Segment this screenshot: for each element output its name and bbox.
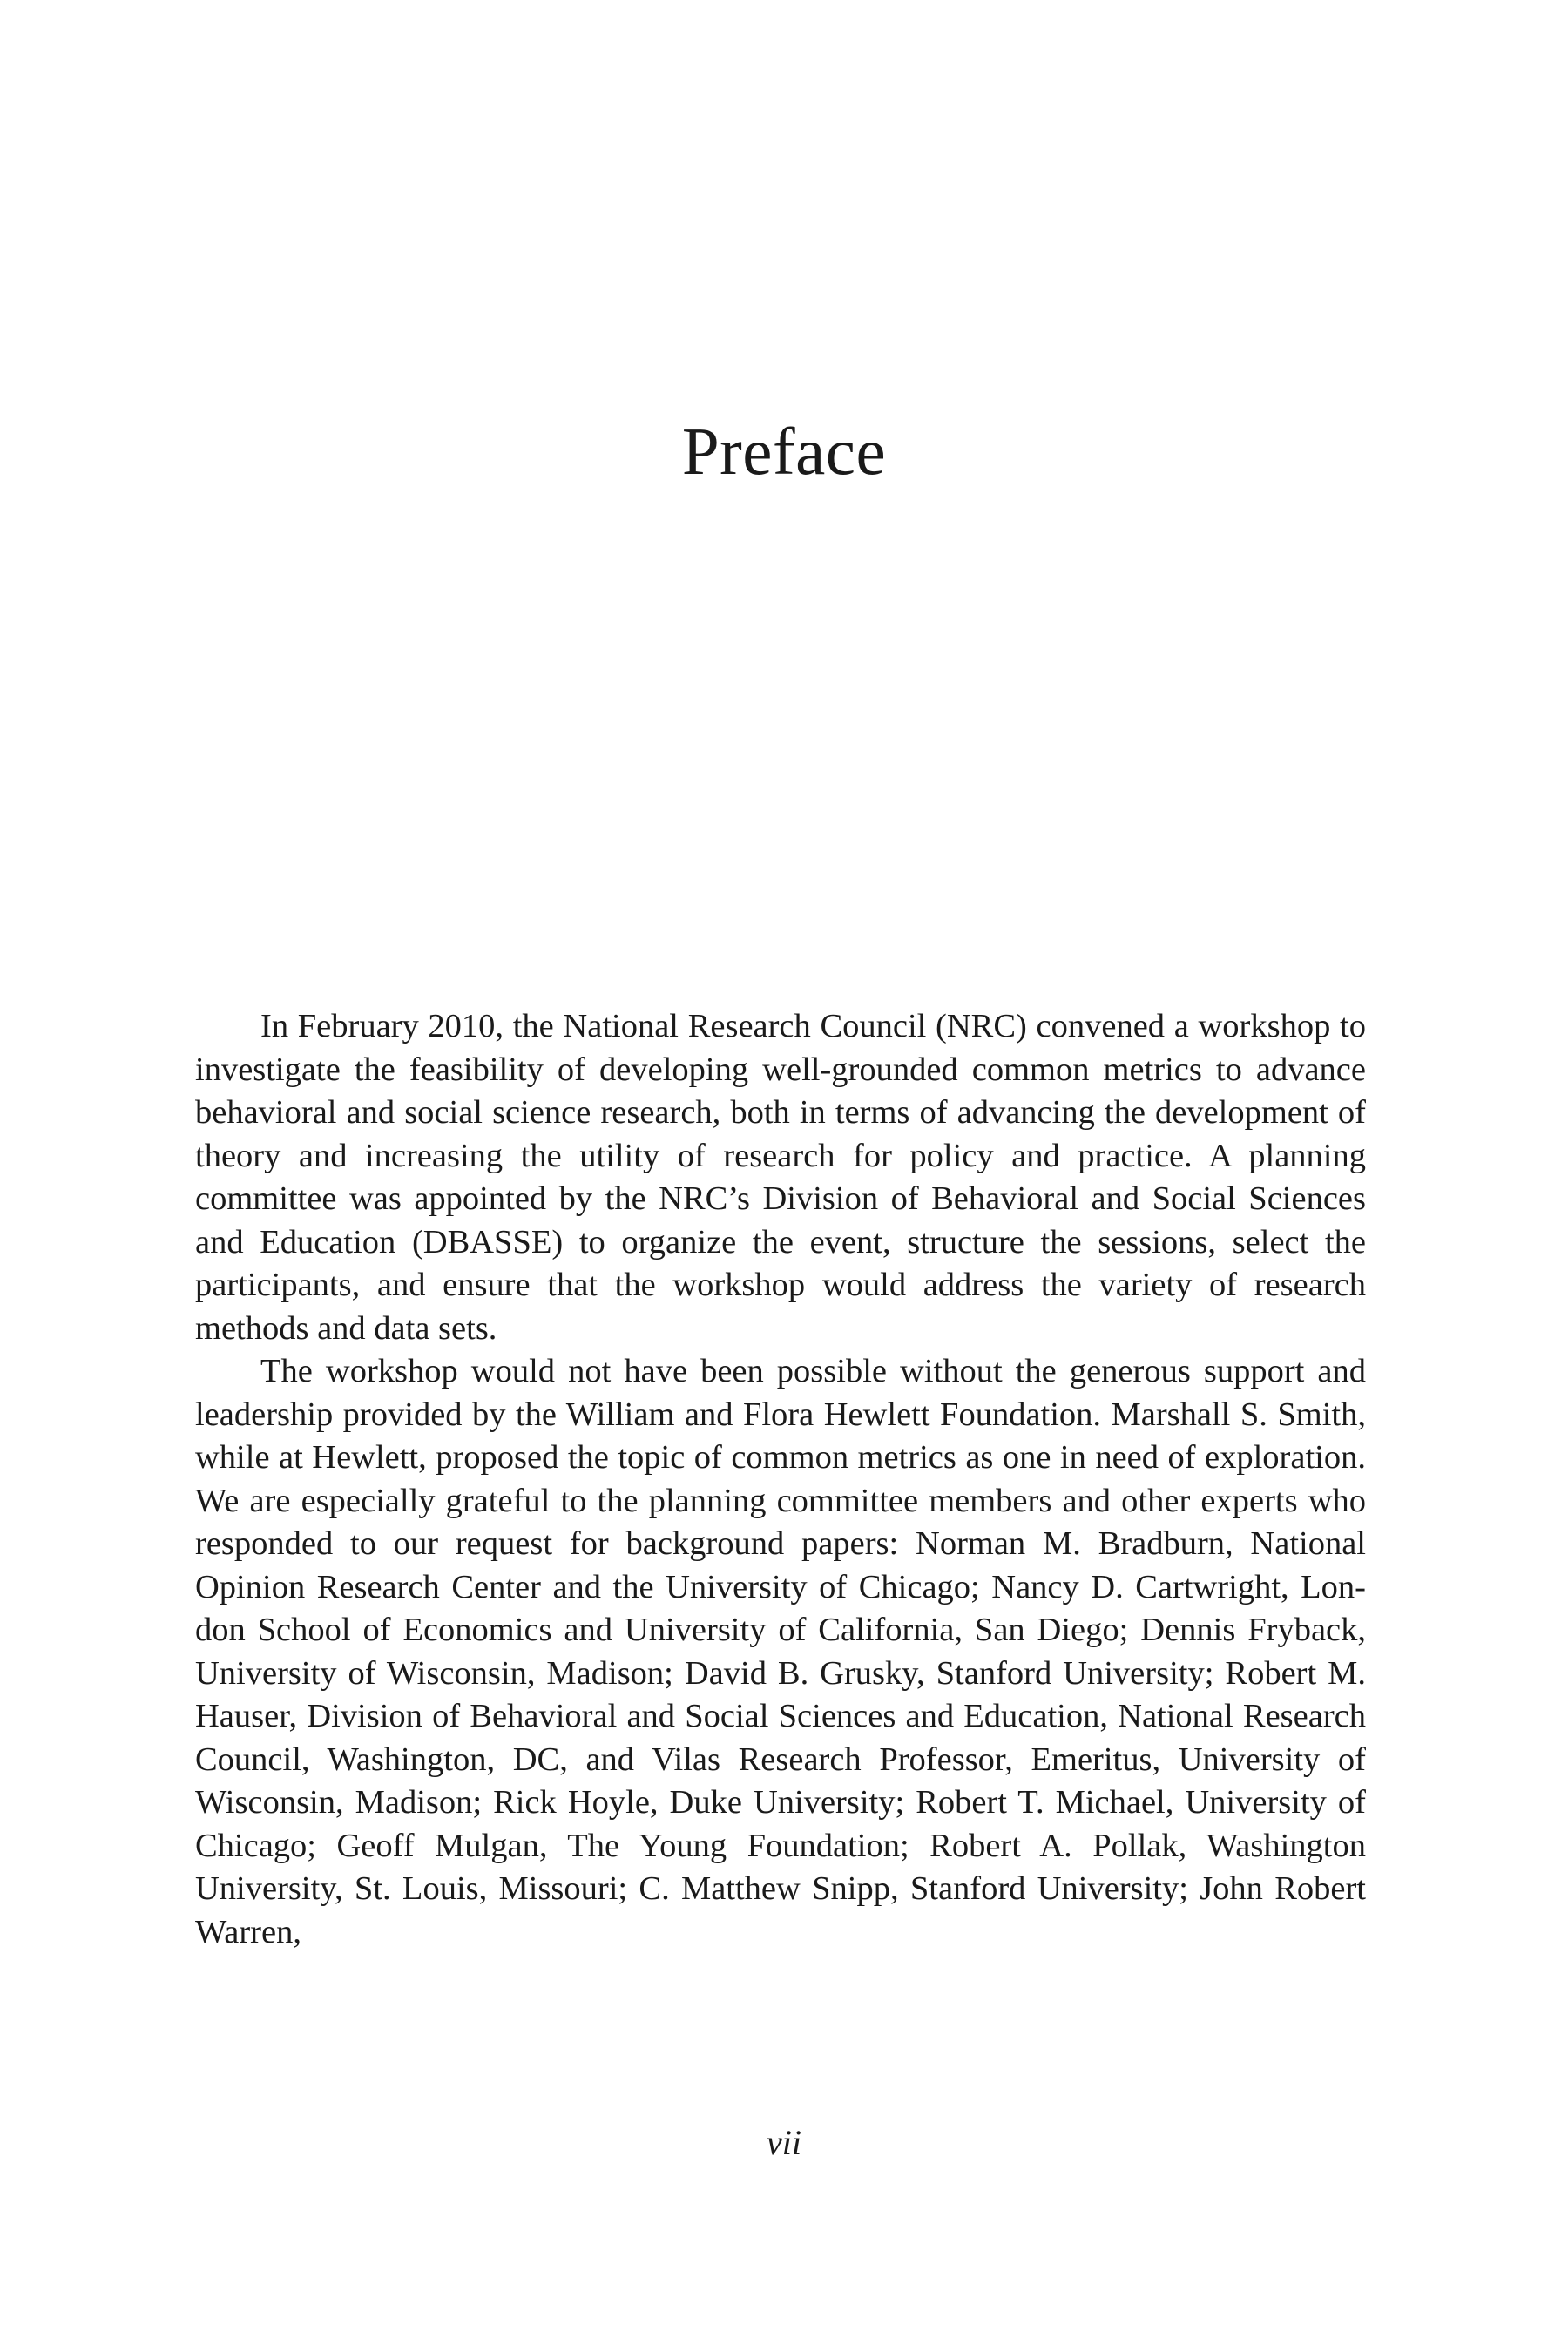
paragraph-1: In February 2010, the National Research Council (NRC) convened a workshop to investigate the feasibility of developing well-grounded common metrics to advance behavioral and social science research, both in terms of advancing the development of theory and increasing the utility of research for policy and practice. A planning committee was appointed by the NRC’s Division of Behavioral and Social Sciences and Education (DBASSE) to organize the event, structure the sessions, select the participants, and ensure that the workshop would address the variety of research methods and data sets. [195, 1008, 1366, 1347]
paragraph-2: The workshop would not have been possible without the generous support and leadership provided by the William and Flora Hewlett Foundation. Marshall S. Smith, while at Hewlett, proposed the topic of common metrics as one in need of exploration. We are especially grateful to the planning committee members and other experts who responded to our request for background papers: Norman M. Bradburn, National Opinion Research Center and the University of Chicago; Nancy D. Cartwright, London School of Economics and University of California, San Diego; Dennis Fryback, University of Wisconsin, Madison; David B. Grusky, Stanford University; Robert M. Hauser, Division of Behavioral and Social Sciences and Education, National Research Council, Washington, DC, and Vilas Research Professor, Emeritus, University of Wisconsin, Madison; Rick Hoyle, Duke University; Robert T. Michael, University of Chicago; Geoff Mulgan, The Young Foundation; Robert A. Pollak, Washington University, St. Louis, Missouri; C. Matthew Snipp, Stanford University; John Robert Warren, [195, 1353, 1366, 1950]
body-text [195, 1005, 1366, 1954]
page-title: Preface [681, 414, 887, 489]
page-number: vii [767, 2123, 801, 2162]
